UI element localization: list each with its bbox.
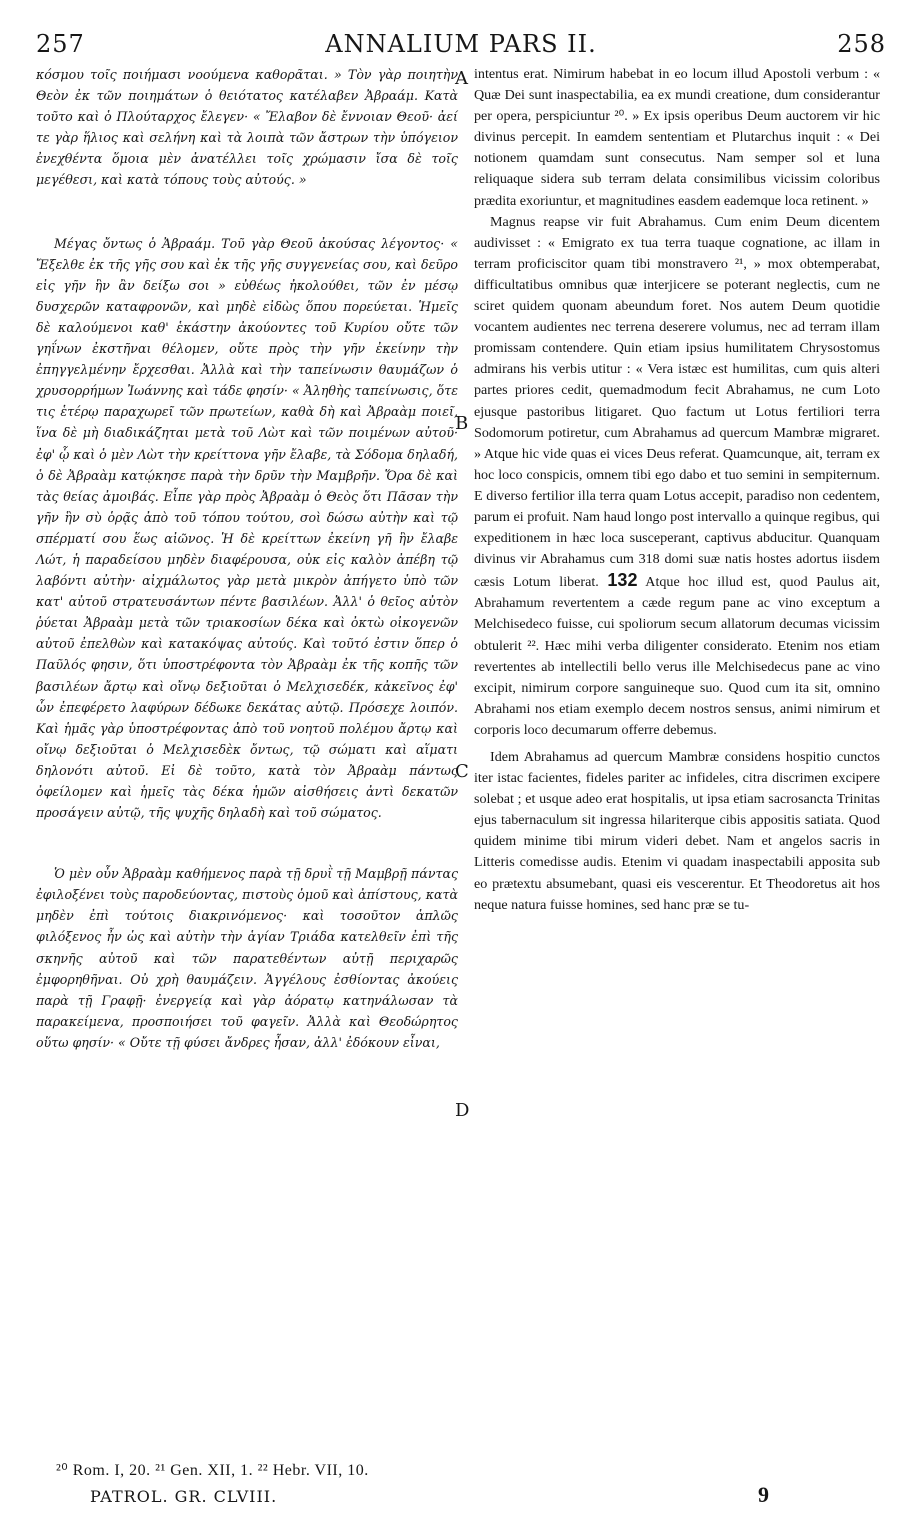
page-number-right: 258 <box>837 30 886 58</box>
margin-letter-d: D <box>455 1100 470 1121</box>
latin-paragraph-2 <box>474 212 880 741</box>
greek-column <box>36 64 458 1053</box>
margin-letter-c: C <box>455 761 469 782</box>
patrologia-reference: PATROL. GR. CLVIII. <box>90 1487 278 1506</box>
latin-column <box>474 64 880 916</box>
margin-letter-b: B <box>455 413 469 434</box>
footnotes: ²⁰ Rom. I, 20. ²¹ Gen. XII, 1. ²² Hebr. VII, 10. <box>56 1462 369 1479</box>
latin-paragraph-1: intentus erat. Nimirum habebat in eo locum illud Apostoli verbum : « Quæ Dei sunt inaspectabilia, ea ex mundi creatione, dum considerantur per opera, perspiciuntur ²⁰. » Ex ipsis operibus Deum auctorem vir hic divinus percepit. In eamdem sententiam et Plutarchus inquit : « Dei notionem quamdam sunt consecutus. Nam semper sol et luna reliquaque sidera sub terram delata consimilibus vicissim coloribus prædita exoriuntur, et magnitudines easdem eademque loca retinent. » <box>474 66 880 209</box>
signature-mark: 9 <box>758 1482 769 1507</box>
greek-paragraph-1: κόσμου τοῖς ποιήμασι νοούμενα καθορᾶται. » Τὸν γὰρ ποιητὴν Θεὸν ἐκ τῶν ποιημάτων ὁ θειότατος κατέλαβεν Ἀβραάμ. Κατὰ τοῦτο καὶ ὁ Πλούταρχος ἔλεγεν· « Ἔλαβον δὲ ἔννοιαν Θεοῦ· ἀεί τε γὰρ ἥλιος καὶ σελήνη καὶ τὰ λοιπὰ τῶν ἄστρων τὴν ὑπόγειον ἐνεχθέντα ὅμοια μὲν ἀνατέλλει τοῖς χρώμασιν ἴσα δὲ τοῖς μεγέθεσι, καὶ κατὰ τόπους τοὺς αὐτούς. » <box>36 67 458 188</box>
margin-letter-a: A <box>455 68 468 89</box>
latin-paragraph-2-cont: Atque hoc illud est, quod Paulus ait, Abrahamum revertentem a cæde regum pane ac vino exceptum a Melchisedeco fuisse, cui spoliorum secum allatorum decumas vicissim obtulerit ²². Hæc mihi verba diligenter considerato. Etenim nos etiam revertentes ab intellectili bello verus ille Melchisedecus pane ac vino excipit, nimirum corpore sanguineque suo. Quod cum ita sit, omnino Abrahami nos etiam exemplo decem nostros sensus, animi nimirum et corporis loco decumarum offerre debemus. <box>474 574 880 738</box>
running-title: ANNALIUM PARS II. <box>325 30 597 58</box>
latin-paragraph-2-text: Magnus reapse vir fuit Abrahamus. Cum enim Deum dicentem audivisset : « Emigrato ex tua terra tuaque cognatione, ac illam in terram proficiscitor quam tibi monstravero ²¹, » mox obtemperabat, difficultatibus omnibus quæ interjicere se poterant neglectis, cum ne sciret quidem quonam abeundum foret. Nos autem Deum quotidie vocantem audientes nec terrena deserere volumus, nec ad terram illam promissam contendere. Quin etiam ipsius humilitatem Chrysostomus admirans his verbis utitur : « Vera istæc est humilitas, cum quis alteri partes priores cedit, quemadmodum fecit Abrahamus, ne cum Loto ejusque pastoribus litigaret. Quo factum ut Lotus fertiliori terra Sodomorum potiretur, cum Abrahamus ad quercum Mambræ migraret. » Atque hic vide quas ei vices Deus referat. Quamcunque, ait, terram ex hoc loco conspicis, omnem tibi ego dabo et tuo semini in sempiternum. E diverso fertilior illa terra quam Lotus accepit, paradiso non cedentem, parum ei profuit. Nam haud longo post intervallo a quinque regibus, qui expeditionem in hæc loca susceperant, captivus abducitur. Quanquam divinus vir Abrahamus cum 318 domi suæ natis hostes adortus iisdem cæsis Lotum liberat. <box>474 213 880 591</box>
section-marker: 132 <box>607 570 638 591</box>
latin-paragraph-3: Idem Abrahamus ad quercum Mambræ considens hospitio cunctos iter istac facientes, fideles pariter ac infideles, citra discrimen excipere solebat ; et usque adeo erat hospitalis, ut ipsa etiam sacrosancta Trinitas ejus tabernaculum sit ingressa hilariterque cibis appositis satiata. Quod quidem minime tibi mirum videri debet. Nam et angelos sacris in Litteris comedisse audis. Etenim vi quadam inaspectabili apposita sub eo prætextu absumebant, quasi eis vescerentur. Et Theodoretus ait hos neque natura fuisse homines, sed hanc præ se tu- <box>474 749 880 913</box>
greek-paragraph-3: Ὁ μὲν οὖν Ἀβραὰμ καθήμενος παρὰ τῇ δρυῒ τῇ Μαμβρῇ πάντας ἐφιλοξένει τοὺς παροδεύοντας, πιστοὺς ὁμοῦ καὶ ἀπίστους, κατὰ μηδὲν ἐπὶ τούτοις διακρινόμενος· καὶ τοσοῦτον ἁπλῶς φιλόξενος ἦν ὡς καὶ αὐτὴν τὴν ἁγίαν Τριάδα κατελθεῖν ἐπὶ τῆς σκηνῆς αὐτοῦ καὶ τῶν παρατεθέντων αὐτῇ περιχαρῶς ἐμφορηθῆναι. Οὐ χρὴ θαυμάζειν. Ἀγγέλους ἐσθίοντας ἀκούεις παρὰ τῇ Γραφῇ· ἐνεργείᾳ καὶ γὰρ ἀόρατῳ κατηνάλωσαν τὰ παρακείμενα, προσποιήσει τοῦ φαγεῖν. Ἀλλὰ καὶ Θεοδώρητος οὕτω φησίν· « Οὔτε τῇ φύσει ἄνδρες ἦσαν, ἀλλ' ἐδόκουν εἶναι, <box>36 866 458 1050</box>
greek-paragraph-2: Μέγας ὄντως ὁ Ἀβραάμ. Τοῦ γὰρ Θεοῦ ἀκούσας λέγοντος· « Ἔξελθε ἐκ τῆς γῆς σου καὶ ἐκ τῆς γῆς συγγενείας σου, καὶ δεῦρο εἰς γῆν ἣν ἂν δείξω σοι » εὐθέως ἠκολούθει, τῶν ἐν μέσῳ δυσχερῶν καταφρονῶν, καὶ μηδὲ εἰδὼς ὅπου πορεύεται. Ἡμεῖς δὲ καλούμενοι καθ' ἑκάστην ἀκούοντες τοῦ Κυρίου οὔτε τῶν γηΐνων ἐκστῆναι θέλομεν, οὔτε πρὸς τὴν γῆν ἐκείνην τὴν ἐπηγγελμένην ἔρχεσθαι. Ἀλλὰ καὶ τὴν ταπείνωσιν θαυμάζων ὁ χρυσορρήμων Ἰωάννης καὶ τάδε φησίν· « Ἀληθὴς ταπείνωσις, ὅτε τις ἑτέρῳ παραχωρεῖ τῶν πρωτείων, καθὰ δὴ καὶ Ἀβραὰμ ποιεῖ, ἵνα δὲ μὴ διαδικάζηται μετὰ τοῦ Λὼτ καὶ τῶν ποιμένων αὐτοῦ· ἐφ' ᾧ καὶ ὁ μὲν Λὼτ τὴν κρείττονα γῆν ἔλαβε, τὰ Σόδομα δηλαδή, ὁ δὲ Ἀβραὰμ κατῴκησε παρὰ τὴν δρῦν τὴν Μαμβρῆν. Ὅρα δὲ καὶ τὰς θείας ἀμοιβάς. Εἶπε γὰρ πρὸς Ἀβραὰμ ὁ Θεὸς ὅτι Πᾶσαν τὴν γῆν ἣν σὺ ὁρᾷς ἀπὸ τοῦ τόπου τούτου, σοὶ δώσω αὐτὴν καὶ τῷ σπέρματί σου ἕως αἰῶνος. Ἡ δὲ κρείττων ἐκείνη γῆ ἣν ἔλαβε Λώτ, ἡ παραδείσου μηδὲν διαφέρουσα, οὐκ εἰς καλὸν ἀπέβη τῷ λαβόντι αὐτὴν· αἰχμάλωτος γὰρ μετὰ μικρὸν ἀπήγετο ὑπὸ τῶν κατ' αὐτοῦ στρατευσάντων πέντε βασιλέων. Ἀλλ' ὁ θεῖος αὐτὸν ῥύεται Ἀβραὰμ μετὰ τῶν τριακοσίων δέκα καὶ ὀκτὼ οἰκογενῶν αὐτοῦ ἐπελθὼν καὶ κατακόψας αὐτούς. Καὶ τοῦτό ἐστιν ὅπερ ὁ Παῦλός φησιν, ὅτι ὑποστρέφοντα τὸν Ἀβραὰμ ἐκ τῆς κοπῆς τῶν βασιλέων ἄρτῳ καὶ οἴνῳ δεξιοῦται ὁ Μελχισεδέκ, κἀκεῖνος ἐφ' ὧν ἐπεφέρετο λαφύρων δέδωκε δεκάτας αὐτῷ. Πρόσεχε λοιπόν. Καὶ ἡμᾶς γὰρ ὑποστρέφοντας ἀπὸ τοῦ νοητοῦ πολέμου ἄρτῳ καὶ οἴνῳ δεξιοῦται ὁ Μελχισεδὲκ ὄντως, τῷ σώματι καὶ αἵματι δηλονότι αὐτοῦ. Εἰ δὲ τοῦτο, κατὰ τὸν Ἀβραὰμ πάντως ὀφείλομεν καὶ ἡμεῖς τὰς δέκα ἡμῶν αἰσθήσεις ἀντὶ δεκατῶν προσάγειν αὐτῷ, τῆς ψυχῆς δηλαδὴ καὶ τοῦ σώματος. <box>36 235 458 821</box>
page-number-left: 257 <box>36 30 85 58</box>
